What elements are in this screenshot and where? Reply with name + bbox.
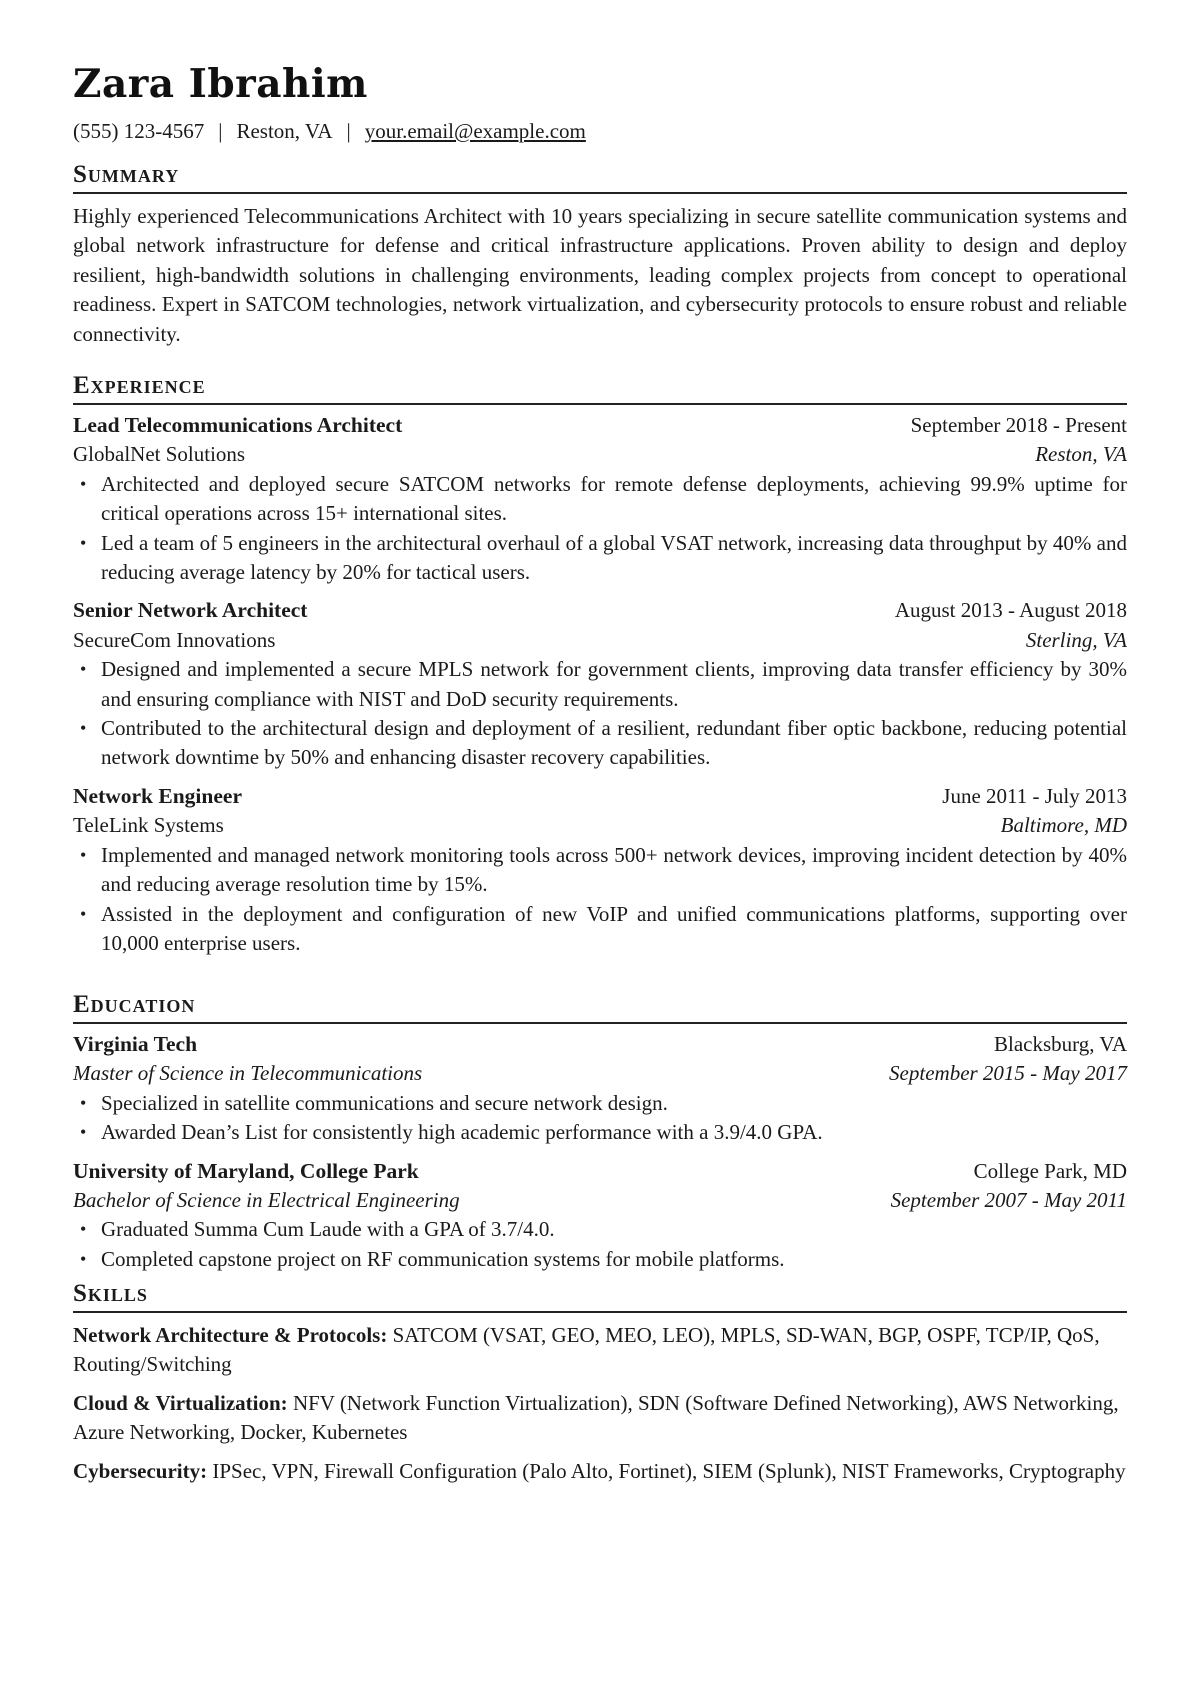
- job-location: Reston, VA: [1035, 442, 1127, 467]
- contact-separator: |: [218, 119, 223, 143]
- education-bullet: • Completed capstone project on RF communication systems for mobile platforms.: [73, 1245, 1127, 1274]
- job-bullet: • Implemented and managed network monitoring tools across 500+ network devices, improving incident detection by 40% and reducing average resolution time by 15%.: [73, 841, 1127, 900]
- job-dates: August 2013 - August 2018: [894, 598, 1127, 623]
- job-bullet: • Contributed to the architectural design and deployment of a resilient, redundant fiber optic backbone, reducing potential network downtime by 50% and enhancing disaster recovery capabilities.: [73, 714, 1127, 773]
- job-entry: [73, 596, 1127, 772]
- resume-header: [73, 58, 1127, 146]
- skill-group-label: Cloud & Virtualization:: [73, 1390, 288, 1415]
- skill-group: [73, 1457, 1127, 1486]
- skill-group-items: SATCOM (VSAT, GEO, MEO, LEO), MPLS, SD-WAN, BGP, OSPF, TCP/IP, QoS, Routing/Switching: [73, 1323, 1100, 1377]
- skills-section: [73, 1279, 1127, 1486]
- skill-group: [73, 1389, 1127, 1448]
- job-entry: [73, 782, 1127, 958]
- skill-group-label: Cybersecurity:: [73, 1458, 208, 1483]
- job-role: Senior Network Architect: [73, 598, 308, 623]
- job-bullet: • Led a team of 5 engineers in the architectural overhaul of a global VSAT network, increasing data throughput by 40% and reducing average latency by 20% for tactical users.: [73, 529, 1127, 588]
- summary-text: Highly experienced Telecommunications Architect with 10 years specializing in secure satellite communication systems and global network infrastructure for defense and critical infrastructure applications. Proven ability to design and deploy resilient, high-bandwidth solutions in challenging environments, leading complex projects from concept to operational readiness. Expert in SATCOM technologies, network virtualization, and cybersecurity protocols to ensure robust and reliable connectivity.: [73, 204, 1127, 346]
- skill-group-items: NFV (Network Function Virtualization), SDN (Software Defined Networking), AWS Networking, Azure Networking, Docker, Kubernetes: [73, 1390, 1119, 1445]
- education-dates: September 2007 - May 2011: [890, 1188, 1127, 1213]
- skill-group: [73, 1321, 1127, 1380]
- education-entry: [73, 1030, 1127, 1148]
- section-title-summary: Summary: [73, 160, 1127, 194]
- job-dates: September 2018 - Present: [910, 413, 1127, 437]
- school-location: College Park, MD: [973, 1158, 1127, 1183]
- section-title-education: Education: [73, 990, 1127, 1024]
- job-bullet: • Architected and deployed secure SATCOM networks for remote defense deployments, achieving 99.9% uptime for critical operations across 15+ international sites.: [73, 470, 1127, 529]
- education-bullet: • Awarded Dean’s List for consistently high academic performance with a 3.9/4.0 GPA.: [73, 1118, 1127, 1147]
- job-company: GlobalNet Solutions: [73, 442, 246, 467]
- job-bullet: • Assisted in the deployment and configuration of new VoIP and unified communications platforms, supporting over 10,000 enterprise users.: [73, 900, 1127, 959]
- summary-section: [73, 160, 1127, 349]
- job-role: Network Engineer: [73, 783, 242, 808]
- school-location: Blacksburg, VA: [993, 1032, 1127, 1056]
- degree: Master of Science in Telecommunications: [73, 1061, 423, 1086]
- education-bullet: • Specialized in satellite communications and secure network design.: [73, 1089, 1127, 1118]
- school-name: Virginia Tech: [73, 1032, 198, 1056]
- job-company: TeleLink Systems: [73, 813, 224, 838]
- skill-group-label: Network Architecture & Protocols:: [73, 1323, 388, 1347]
- section-title-skills: Skills: [73, 1279, 1127, 1313]
- email-link[interactable]: your.email@example.com: [364, 119, 586, 143]
- job-dates: June 2011 - July 2013: [942, 783, 1127, 808]
- education-entry: [73, 1157, 1127, 1275]
- skill-group-items: IPSec, VPN, Firewall Configuration (Palo Alto, Fortinet), SIEM (Splunk), NIST Frameworks, Cryptography: [212, 1458, 1126, 1483]
- job-location: Baltimore, MD: [1000, 813, 1127, 838]
- experience-section: [73, 371, 1127, 958]
- job-location: Sterling, VA: [1025, 627, 1127, 652]
- location: Reston, VA: [236, 119, 333, 143]
- education-bullet: • Graduated Summa Cum Laude with a GPA of 3.7/4.0.: [73, 1215, 1127, 1244]
- education-section: [73, 990, 1127, 1274]
- job-entry: [73, 411, 1127, 587]
- contact-line: [73, 116, 1127, 146]
- degree: Bachelor of Science in Electrical Engineering: [73, 1188, 460, 1213]
- contact-separator: |: [346, 119, 351, 143]
- job-role: Lead Telecommunications Architect: [73, 413, 403, 437]
- education-dates: September 2015 - May 2017: [889, 1061, 1127, 1086]
- section-title-experience: Experience: [73, 371, 1127, 405]
- job-bullet: • Designed and implemented a secure MPLS network for government clients, improving data transfer efficiency by 30% and ensuring compliance with NIST and DoD security requirements.: [73, 655, 1127, 714]
- phone-number: (555) 123-4567: [73, 119, 205, 143]
- job-company: SecureCom Innovations: [73, 627, 276, 652]
- candidate-name: Zara Ibrahim: [73, 61, 368, 107]
- school-name: University of Maryland, College Park: [73, 1158, 419, 1183]
